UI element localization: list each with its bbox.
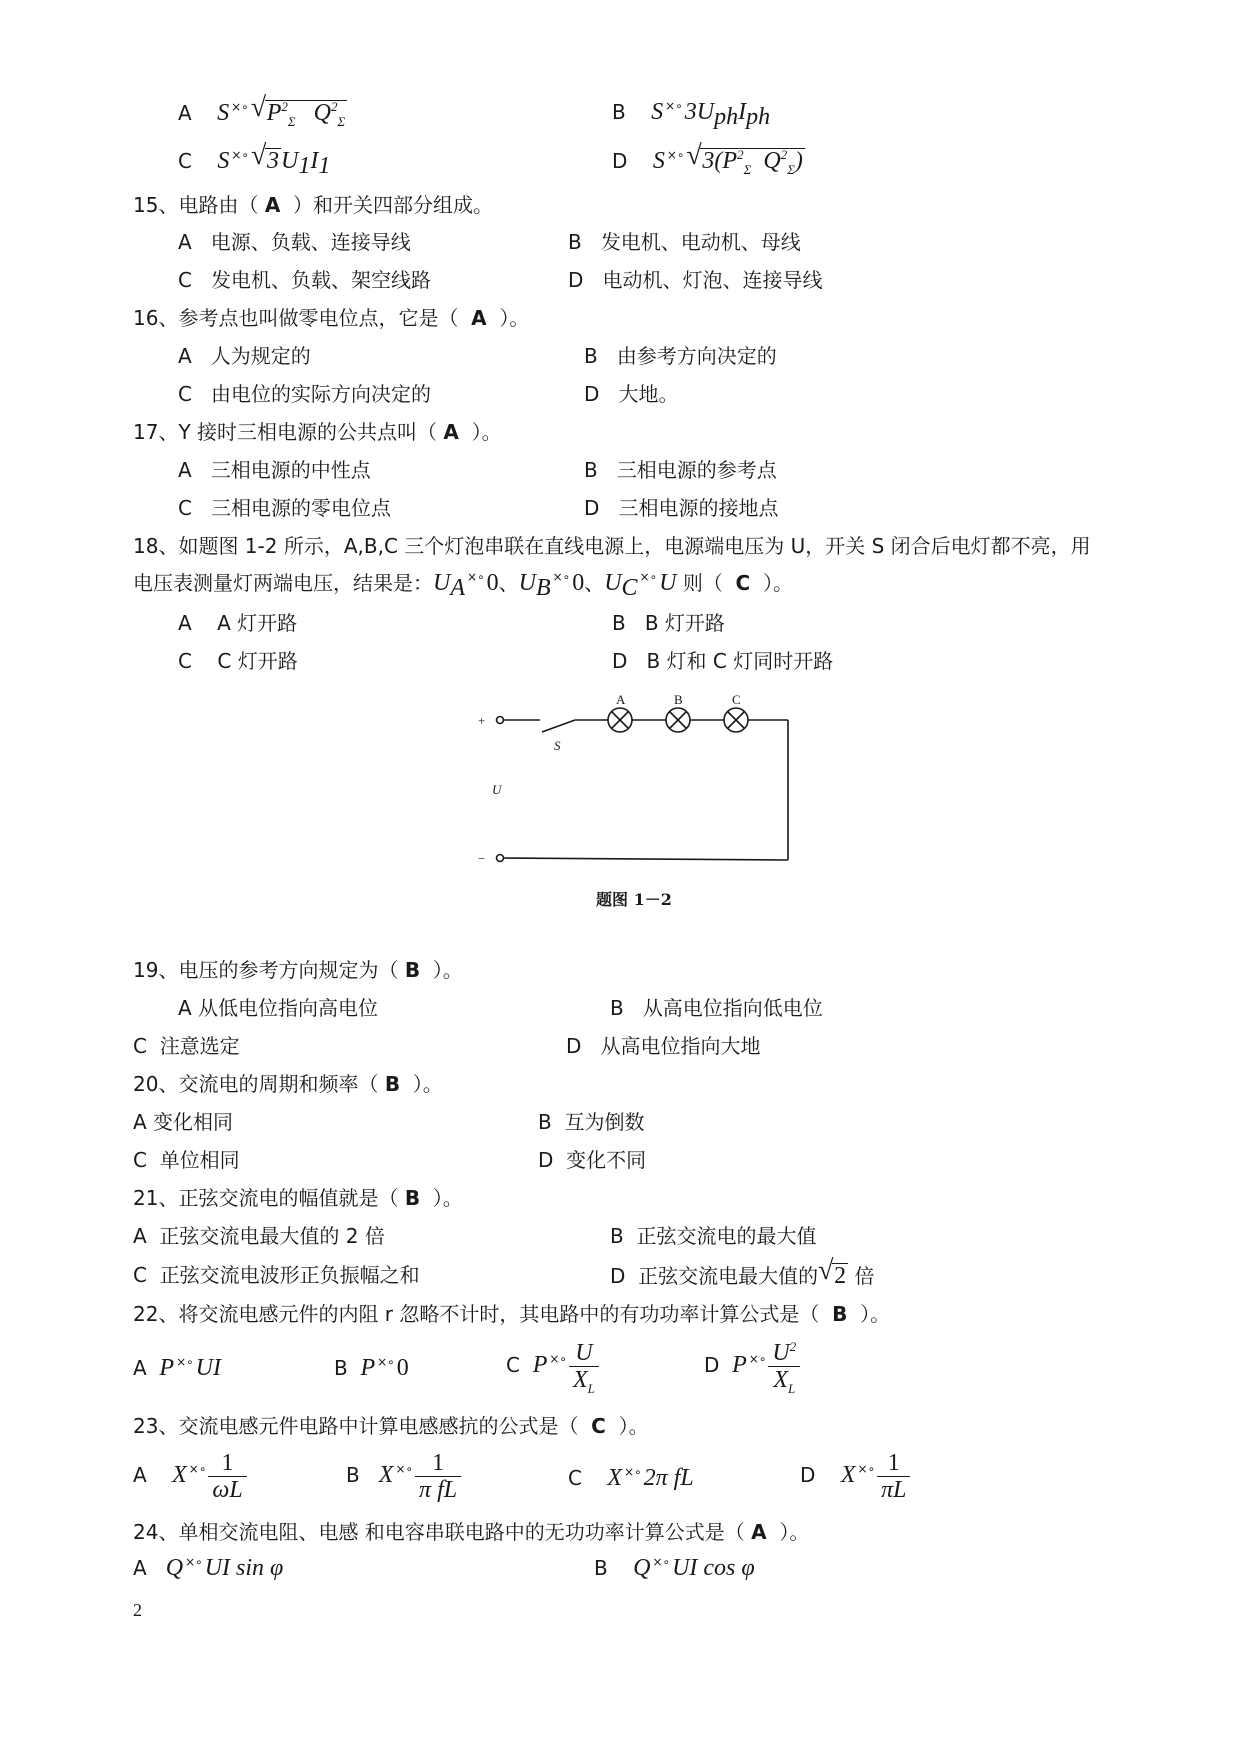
q20-option-a: A 变化相同 [133,1110,234,1134]
q18-option-a: A A 灯开路 [178,611,298,635]
q22-option-b: B P ×∘0 [334,1355,409,1381]
q19-option-c: C 注意选定 [133,1034,240,1058]
q18-option-b: B B 灯开路 [612,611,725,635]
negative-terminal [497,855,504,862]
q18-option-d: D B 灯和 C 灯同时开路 [612,649,834,673]
figure-caption: 题图 1－2 [596,890,672,909]
q21-option-c: C 正弦交流电波形正负振幅之和 [133,1263,420,1287]
q24-option-b: B Q ×∘UI cos φ [594,1555,755,1581]
page-number: 2 [133,1600,142,1620]
q16-stem: 16、参考点也叫做零电位点，它是（ A ）。 [133,306,530,330]
q24-option-a: A Q ×∘UI sin φ [133,1555,284,1581]
q19-option-d: D 从高电位指向大地 [566,1034,761,1058]
bottom-wire [504,858,788,860]
q22-option-c: C P ×∘ $\frac{U}{X_L}$ [506,1340,599,1396]
q19-option-b: B 从高电位指向低电位 [610,996,823,1020]
q19-stem: 19、电压的参考方向规定为（ B ）。 [133,958,463,982]
switch-blade [542,720,575,732]
q20-stem: 20、交流电的周期和频率（ B ）。 [133,1072,443,1096]
q23-option-a: A X ×∘ $\frac{1}{\omega L}$ [133,1450,247,1506]
q20-option-d: D 变化不同 [538,1148,647,1172]
q14-option-b: B S $^{\times\circ}3U_{ph}I_{ph}$ [612,99,771,130]
plus-label: + [478,713,486,728]
q17-option-a: A 三相电源的中性点 [178,458,371,482]
q18-stem-line2: 电压表测量灯两端电压，结果是：$U_A$ ×∘0、$U_B$ ×∘0、$U_C$ ×∘U 则（ C ）。 [133,570,793,601]
q16-option-c: C 由电位的实际方向决定的 [178,382,432,406]
q22-option-d: D P ×∘ $\frac{U^2}{X_L}$ [704,1340,800,1396]
lamp-label-c: C [732,692,741,707]
q14-option-d: D S ×∘ √ $3(P^2_\Sigma$ $Q^2_\Sigma$) [612,140,803,177]
q17-stem: 17、Y 接时三相电源的公共点叫（ A ）。 [133,420,502,444]
q23-stem: 23、交流电感元件电路中计算电感感抗的公式是（ C ）。 [133,1414,649,1438]
q15-option-c: C 发电机、负载、架空线路 [178,268,432,292]
q22-stem: 22、将交流电感元件的内阻 r 忽略不计时，其电路中的有功功率计算公式是（ B ）。 [133,1302,891,1326]
q16-option-b: B 由参考方向决定的 [584,344,777,368]
lamp-a [608,708,632,732]
q15-option-d: D 电动机、灯泡、连接导线 [568,268,823,292]
q16-option-a: A 人为规定的 [178,344,311,368]
q14-option-a: A S ×∘ √ $P^2_\Sigma$ $Q^2_\Sigma$ [178,92,346,129]
q15-stem: 15、电路由（ A ）和开关四部分组成。 [133,193,494,217]
voltage-label: U [492,782,502,797]
lamp-label-b: B [674,692,683,707]
q17-option-b: B 三相电源的参考点 [584,458,777,482]
q21-option-a: A 正弦交流电最大值的 2 倍 [133,1224,385,1248]
q23-option-c: C X ×∘2π fL [568,1465,694,1491]
lamp-b [666,708,690,732]
circuit-figure [470,690,810,910]
lamp-label-a: A [616,692,626,707]
q15-option-b: B 发电机、电动机、母线 [568,230,801,254]
q22-option-a: A P ×∘UI [133,1355,221,1381]
q17-option-d: D 三相电源的接地点 [584,496,779,520]
q17-option-c: C 三相电源的零电位点 [178,496,392,520]
q24-stem: 24、单相交流电阻、电感 和电容串联电路中的无功功率计算公式是（ A ）。 [133,1520,810,1544]
q21-stem: 21、正弦交流电的幅值就是（ B ）。 [133,1186,463,1210]
positive-terminal [497,717,504,724]
minus-label: − [478,851,486,866]
q20-option-b: B 互为倒数 [538,1110,645,1134]
q20-option-c: C 单位相同 [133,1148,240,1172]
q19-option-a: A 从低电位指向高电位 [178,996,379,1020]
q18-option-c: C C 灯开路 [178,649,298,673]
q15-option-a: A 电源、负载、连接导线 [178,230,411,254]
q18-stem: 18、如题图 1-2 所示，A,B,C 三个灯泡串联在直线电源上，电源端电压为 U，开关 S 闭合后电灯都不亮，用 [133,534,1091,558]
lamp-c [724,708,748,732]
switch-label: S [554,738,561,753]
q14-option-c: C S ×∘ √ $3U_1I_1$ [178,140,331,179]
q23-option-d: D X ×∘ $\frac{1}{\pi L}$ [800,1450,910,1506]
q21-option-b: B 正弦交流电的最大值 [610,1224,817,1248]
q16-option-d: D 大地。 [584,382,679,406]
q21-option-d: D 正弦交流电最大值的 √ 2 倍 [610,1255,875,1289]
q23-option-b: B X ×∘ $\frac{1}{\text{π fL}}$ [346,1450,461,1506]
